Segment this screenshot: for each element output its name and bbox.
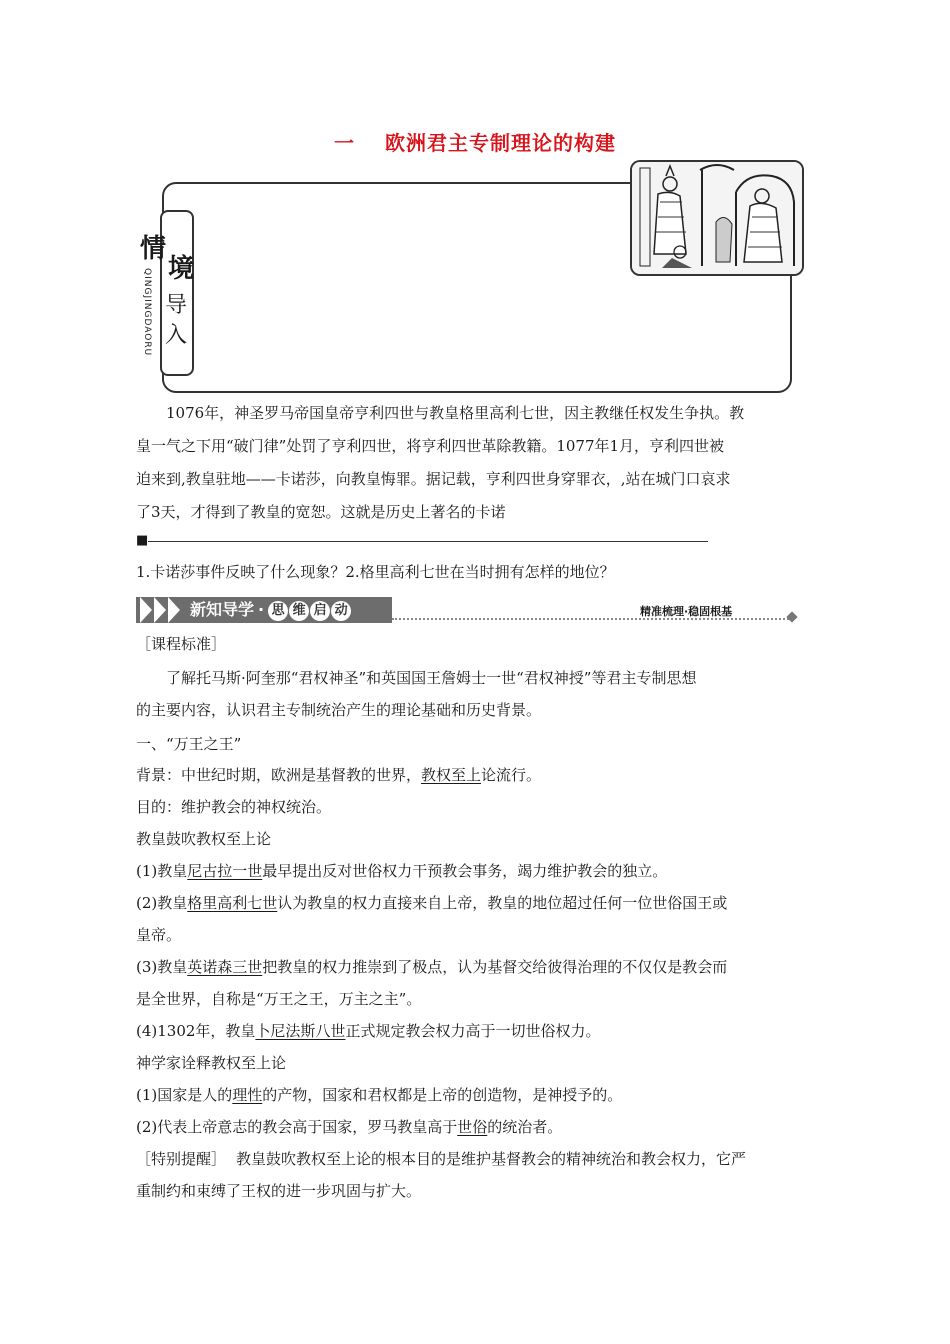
reminder-line-2: 重制约和束缚了王权的进一步巩固与扩大。 [136, 1182, 422, 1200]
theologian-point-1: (1)国家是人的理性的产物，国家和君权都是上帝的创造物，是神授予的。 [136, 1086, 623, 1104]
pope-point-1: (1)教皇尼古拉一世最早提出反对世俗权力干预教会事务，竭力维护教会的独立。 [136, 862, 668, 880]
pope-point-4: (4)1302年，教皇卜尼法斯八世正式规定教会权力高于一切世俗权力。 [136, 1022, 601, 1040]
theologian-point-2: (2)代表上帝意志的教会高于国家，罗马教皇高于世俗的统治者。 [136, 1118, 563, 1136]
pope-point-2: (2)教皇格里高利七世认为教皇的权力直接来自上帝，教皇的地位超过任何一位世俗国王或 [136, 894, 728, 912]
tab-pinyin: QINGJINGDAORU [142, 268, 152, 357]
tab-char-dao: 导 [165, 293, 188, 318]
background-line: 背景：中世纪时期，欧洲是基督教的世界，教权至上论流行。 [136, 766, 542, 784]
intro-paragraph: 1076年，神圣罗马帝国皇帝亨利四世与教皇格里高利七世，因主教继任权发生争执。教 皇一气之下用“破门律”处罚了亨利四世，将亨利四世革除教籍。1077年1月，亨利四世被 迫来到,教皇驻地——卡诺莎，向教皇悔罪。据记载，亨利四世身穿罪衣，,站在城门口哀求 了3天，才得到了教皇的宽恕。这就是历史上著名的卡诺 [136, 404, 745, 521]
reminder-label: ［特别提醒］ [136, 1150, 227, 1168]
pope-heading: 教皇鼓吹教权至上论 [136, 830, 272, 848]
page-title [0, 127, 950, 156]
standard-line-2: 的主要内容，认识君主专制统治产生的理论基础和历史背景。 [136, 701, 542, 719]
standard-label: ［课程标准］ [136, 635, 227, 653]
tab-char-jing: 境 [168, 254, 195, 284]
separator-mark: ■ [136, 533, 149, 548]
pope-point-2-cont: 皇帝。 [136, 926, 182, 944]
section-heading-1: 一、“万王之王” [136, 735, 242, 753]
pope-point-3: (3)教皇英诺森三世把教皇的权力推崇到了极点，认为基督交给彼得治理的不仅仅是教会而 [136, 958, 728, 976]
standard-line-1: 了解托马斯·阿奎那“君权神圣”和英国国王詹姆士一世“君权神授”等君主专制思想 [166, 669, 697, 687]
separator [136, 531, 708, 551]
banner-right-label: 精准梳理·稳固根基 [640, 605, 733, 618]
reminder-line-1: ［特别提醒］ 教皇鼓吹教权至上论的根本目的是维护基督教会的精神统治和教会权力，它严 [136, 1150, 747, 1168]
tab-char-ru: 入 [165, 323, 188, 348]
tab-char-qing: 情 [140, 234, 167, 264]
diamond-icon [786, 611, 797, 622]
medieval-illustration-icon [630, 160, 804, 276]
pope-point-3-cont: 是全世界，自称是“万王之王，万主之主”。 [136, 990, 422, 1008]
banner-left-text: 新知导学 [190, 600, 255, 619]
title-number: 一 [334, 131, 355, 155]
section-banner: 新知导学 · 思 维 启 动 [136, 597, 392, 623]
intro-questions: 1.卡诺莎事件反映了什么现象？2.格里高利七世在当时拥有怎样的地位？ [136, 563, 615, 581]
title-text: 欧洲君主专制理论的构建 [385, 131, 616, 155]
theologian-heading: 神学家诠释教权至上论 [136, 1054, 287, 1072]
purpose-line: 目的：维护教会的神权统治。 [136, 798, 332, 816]
